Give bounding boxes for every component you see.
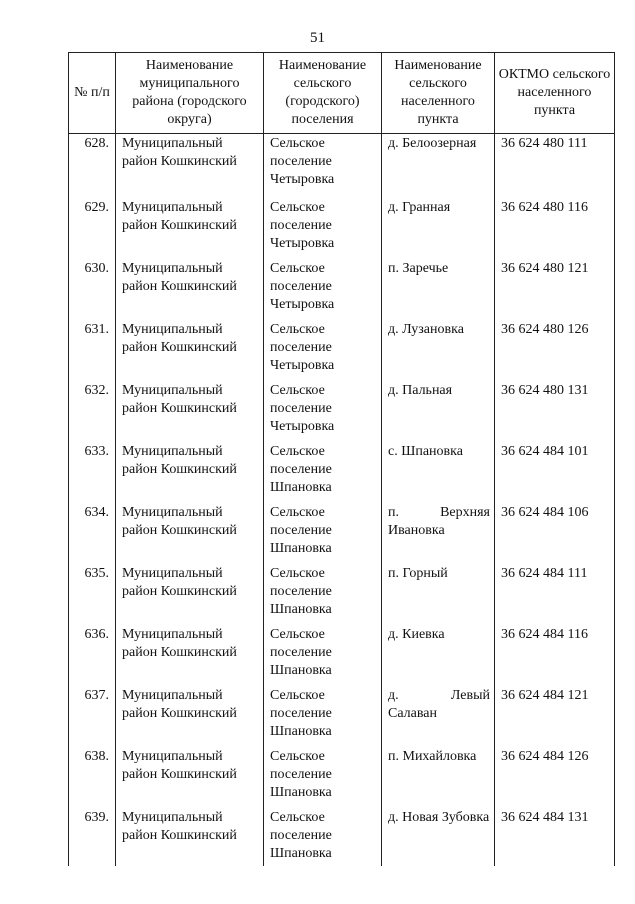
table-row xyxy=(69,195,615,256)
table-row xyxy=(69,622,615,683)
oktmo-cell: 36 624 484 116 xyxy=(495,622,615,683)
header-district: Наименование муниципального района (городского округа) xyxy=(116,53,264,134)
locality-cell: д. Киевка xyxy=(382,622,495,683)
locality-cell: д. Белоозерная xyxy=(382,134,495,196)
district-cell: Муниципальный район Кошкинский xyxy=(116,256,264,317)
district-cell: Муниципальный район Кошкинский xyxy=(116,134,264,196)
row-number: 635. xyxy=(69,561,116,622)
district-cell: Муниципальный район Кошкинский xyxy=(116,683,264,744)
oktmo-cell: 36 624 480 126 xyxy=(495,317,615,378)
settlement-cell: Сельское поселение Шпановка xyxy=(264,683,382,744)
row-number: 631. xyxy=(69,317,116,378)
row-number: 629. xyxy=(69,195,116,256)
header-oktmo: ОКТМО сельского населенного пункта xyxy=(495,53,615,134)
locality-cell: п. Заречье xyxy=(382,256,495,317)
district-cell: Муниципальный район Кошкинский xyxy=(116,378,264,439)
table-row xyxy=(69,805,615,866)
settlement-cell: Сельское поселение Шпановка xyxy=(264,805,382,866)
district-cell: Муниципальный район Кошкинский xyxy=(116,561,264,622)
page-number: 51 xyxy=(310,30,325,46)
locality-cell: д. Пальная xyxy=(382,378,495,439)
row-number: 638. xyxy=(69,744,116,805)
district-cell: Муниципальный район Кошкинский xyxy=(116,500,264,561)
header-settlement: Наименование сельского (городского) поселения xyxy=(264,53,382,134)
table-row xyxy=(69,317,615,378)
settlement-cell: Сельское поселение Шпановка xyxy=(264,500,382,561)
locality-cell: с. Шпановка xyxy=(382,439,495,500)
table-row xyxy=(69,256,615,317)
district-cell: Муниципальный район Кошкинский xyxy=(116,744,264,805)
oktmo-cell: 36 624 484 121 xyxy=(495,683,615,744)
row-number: 637. xyxy=(69,683,116,744)
row-number: 633. xyxy=(69,439,116,500)
district-cell: Муниципальный район Кошкинский xyxy=(116,195,264,256)
table-row xyxy=(69,378,615,439)
locality-cell: п. Михайловка xyxy=(382,744,495,805)
oktmo-cell: 36 624 484 111 xyxy=(495,561,615,622)
oktmo-cell: 36 624 480 111 xyxy=(495,134,615,196)
table-header-row xyxy=(69,53,615,134)
table-row xyxy=(69,134,615,196)
oktmo-cell: 36 624 480 116 xyxy=(495,195,615,256)
locality-cell: д. Новая Зубовка xyxy=(382,805,495,866)
header-locality: Наименование сельского населенного пункта xyxy=(382,53,495,134)
settlement-cell: Сельское поселение Четыровка xyxy=(264,317,382,378)
district-cell: Муниципальный район Кошкинский xyxy=(116,622,264,683)
settlement-cell: Сельское поселение Шпановка xyxy=(264,622,382,683)
row-number: 639. xyxy=(69,805,116,866)
header-num: № п/п xyxy=(69,53,116,134)
settlement-cell: Сельское поселение Шпановка xyxy=(264,561,382,622)
table-row xyxy=(69,561,615,622)
locality-cell: п. Горный xyxy=(382,561,495,622)
settlement-cell: Сельское поселение Четыровка xyxy=(264,378,382,439)
oktmo-cell: 36 624 484 101 xyxy=(495,439,615,500)
locality-cell: д. Лузановка xyxy=(382,317,495,378)
locality-cell: д. Гранная xyxy=(382,195,495,256)
settlement-cell: Сельское поселение Четыровка xyxy=(264,256,382,317)
oktmo-cell: 36 624 484 131 xyxy=(495,805,615,866)
table-row xyxy=(69,683,615,744)
row-number: 636. xyxy=(69,622,116,683)
oktmo-cell: 36 624 480 131 xyxy=(495,378,615,439)
district-cell: Муниципальный район Кошкинский xyxy=(116,805,264,866)
oktmo-cell: 36 624 480 121 xyxy=(495,256,615,317)
locality-cell: д. Левый Салаван xyxy=(382,683,495,744)
table-row xyxy=(69,439,615,500)
oktmo-cell: 36 624 484 126 xyxy=(495,744,615,805)
settlement-cell: Сельское поселение Шпановка xyxy=(264,439,382,500)
settlement-cell: Сельское поселение Четыровка xyxy=(264,134,382,196)
table-row xyxy=(69,744,615,805)
row-number: 630. xyxy=(69,256,116,317)
settlement-cell: Сельское поселение Шпановка xyxy=(264,744,382,805)
oktmo-cell: 36 624 484 106 xyxy=(495,500,615,561)
settlements-table xyxy=(68,52,615,866)
settlement-cell: Сельское поселение Четыровка xyxy=(264,195,382,256)
row-number: 628. xyxy=(69,134,116,196)
district-cell: Муниципальный район Кошкинский xyxy=(116,439,264,500)
district-cell: Муниципальный район Кошкинский xyxy=(116,317,264,378)
row-number: 634. xyxy=(69,500,116,561)
table-row xyxy=(69,500,615,561)
locality-cell: п. Верхняя Ивановка xyxy=(382,500,495,561)
row-number: 632. xyxy=(69,378,116,439)
